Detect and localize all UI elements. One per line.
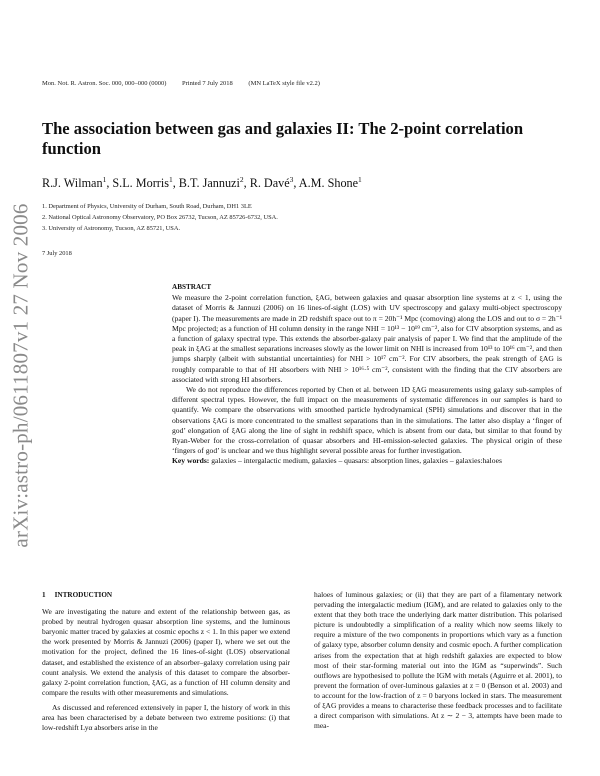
author: R.J. Wilman$^1$, (42, 175, 113, 191)
body-paragraph: haloes of luminous galaxies; or (ii) that they are part of a filamentary network pervading the intergalactic medium (IGM), and are related to galaxies only to the extent that they both trace the underlying dark matter distribution. This polarised picture is undoubtedly a simplification of a reality which now seems likely to require a mixture of the two components in proportions which vary as a function of galaxy type, absorber column density and cosmic epoch. A further complication arises from the expectation that at high redshift galaxies are expected to blow most of their star-forming material out into the IGM as “superwinds”. Such outflows are hypothesised to pollute the IGM with metals (Aguirre et al. 2001), to prevent the formation of over-luminous galaxies at z = 0 (Benson et al. 2003) and to account for the low-fraction of z = 0 baryons locked in stars. The measurement of ξAG provides a means to characterise these feedback processes and to facilitate a direct comparison with simulations. At z ∼ 2 − 3, attempts have been made to mea- (314, 590, 562, 731)
author: S.L. Morris$^1$, (112, 175, 179, 191)
affiliations (42, 201, 278, 234)
journal-ref: Mon. Not. R. Astron. Soc. 000, 000–000 (0000) (42, 80, 167, 87)
abstract-heading: ABSTRACT (172, 283, 212, 291)
printed-date: Printed 7 July 2018 (182, 80, 233, 87)
running-head (42, 80, 334, 87)
abstract (172, 282, 562, 467)
affiliation-item: 1. Department of Physics, University of Durham, South Road, Durham, DH1 3LE (42, 203, 252, 210)
section-heading (42, 590, 290, 600)
body-paragraph: We are investigating the nature and extent of the relationship between gas, as probed by neutral hydrogen quasar absorption line systems, and the luminous baryonic matter traced by galaxies at cosmic epochs z < 1. In this paper we extend the work presented by Morris & Jannuzi (2006) (paper I), where we set out the motivation for the project, defined the 16 lines-of-sight (LOS) observational dataset, and established the existence of an absorber–galaxy correlation using pair count analysis. We extend the analysis of this dataset to compare the absorber-galaxy 2-point correlation function, ξAG, as a function of HI column density and compare the results with other measurements and simulations. (42, 607, 290, 697)
section-title: INTRODUCTION (54, 591, 113, 599)
author: A.M. Shone$^1$ (298, 175, 362, 191)
arxiv-stamp-text: arXiv:astro-ph/0611807v1 27 Nov 2006 (8, 202, 33, 548)
column-left (42, 590, 290, 733)
author: B.T. Jannuzi$^2$, (178, 175, 250, 191)
keywords-text: galaxies – intergalactic medium, galaxies – quasars: absorption lines, galaxies – galaxies:haloes (211, 456, 502, 466)
section-number: 1 (42, 591, 46, 599)
paper-date: 7 July 2018 (42, 250, 72, 257)
affiliation-item: 2. National Optical Astronomy Observatory, PO Box 26732, Tucson, AZ 85726-6732, USA. (42, 214, 278, 221)
arxiv-stamp (6, 202, 36, 548)
paper-title: The association between gas and galaxies II: The 2-point correlation function (42, 119, 524, 158)
column-right (314, 590, 562, 731)
author-list (42, 175, 362, 191)
body-paragraph: As discussed and referenced extensively in paper I, the history of work in this area has been characterised by a debate between two extreme positions: (i) that low-redshift Lyα absorbers arise in the (42, 702, 290, 733)
affiliation-item: 3. University of Astronomy, Tucson, AZ 85721, USA. (42, 225, 181, 232)
keywords-label: Key words: (172, 456, 210, 466)
style-note: (MN LaTeX style file v2.2) (248, 80, 320, 87)
keywords (172, 456, 562, 466)
abstract-paragraph: We do not reproduce the differences reported by Chen et al. between 1D ξAG measurements using galaxy sub-samples of different spectral types. However, the full impact on the measurements of systematic differences in our samples is hard to quantify. We compare the observations with smoothed particle hydrodynamical (SPH) simulations and discover that in the observations ξAG is more concentrated to the smallest separations than in the simulations. The latter also display a ‘finger of god’ elongation of ξAG along the line of sight in redshift space, which is absent from our data, but similar to that found by Ryan-Weber for the cross-correlation of quasar absorbers and HI-emission-selected galaxies. The physical origin of these ‘fingers of god’ is unclear and we thus highlight several possible areas for further investigation. (172, 385, 562, 456)
author: R. Davé$^3$, (249, 175, 299, 191)
abstract-paragraph: We measure the 2-point correlation function, ξAG, between galaxies and quasar absorption line systems at z < 1, using the dataset of Morris & Jannuzi (2006) on 16 lines-of-sight (LOS) with UV spectroscopy and galaxy multi-object spectroscopy (paper I). The measurements are made in 2D redshift space out to π = 20h⁻¹ Mpc (comoving) along the LOS and out to σ = 2h⁻¹ Mpc projected; as a function of HI column density in the range NHI = 10¹³ − 10¹⁹ cm⁻², also for CIV absorption systems, and as a function of galaxy spectral type. This extends the absorber-galaxy pair analysis of paper I. We find that the amplitude of the peak in ξAG at the smallest separations increases slowly as the lower limit on NHI is increased from 10¹³ to 10¹⁶ cm⁻², and then jumps sharply (albeit with substantial uncertainties) for NHI > 10¹⁷ cm⁻². For CIV absorbers, the peak strength of ξAG is roughly comparable to that of HI absorbers with NHI > 10¹⁶·⁵ cm⁻², consistent with the finding that the CIV absorbers are associated with strong HI absorbers. (172, 293, 562, 384)
